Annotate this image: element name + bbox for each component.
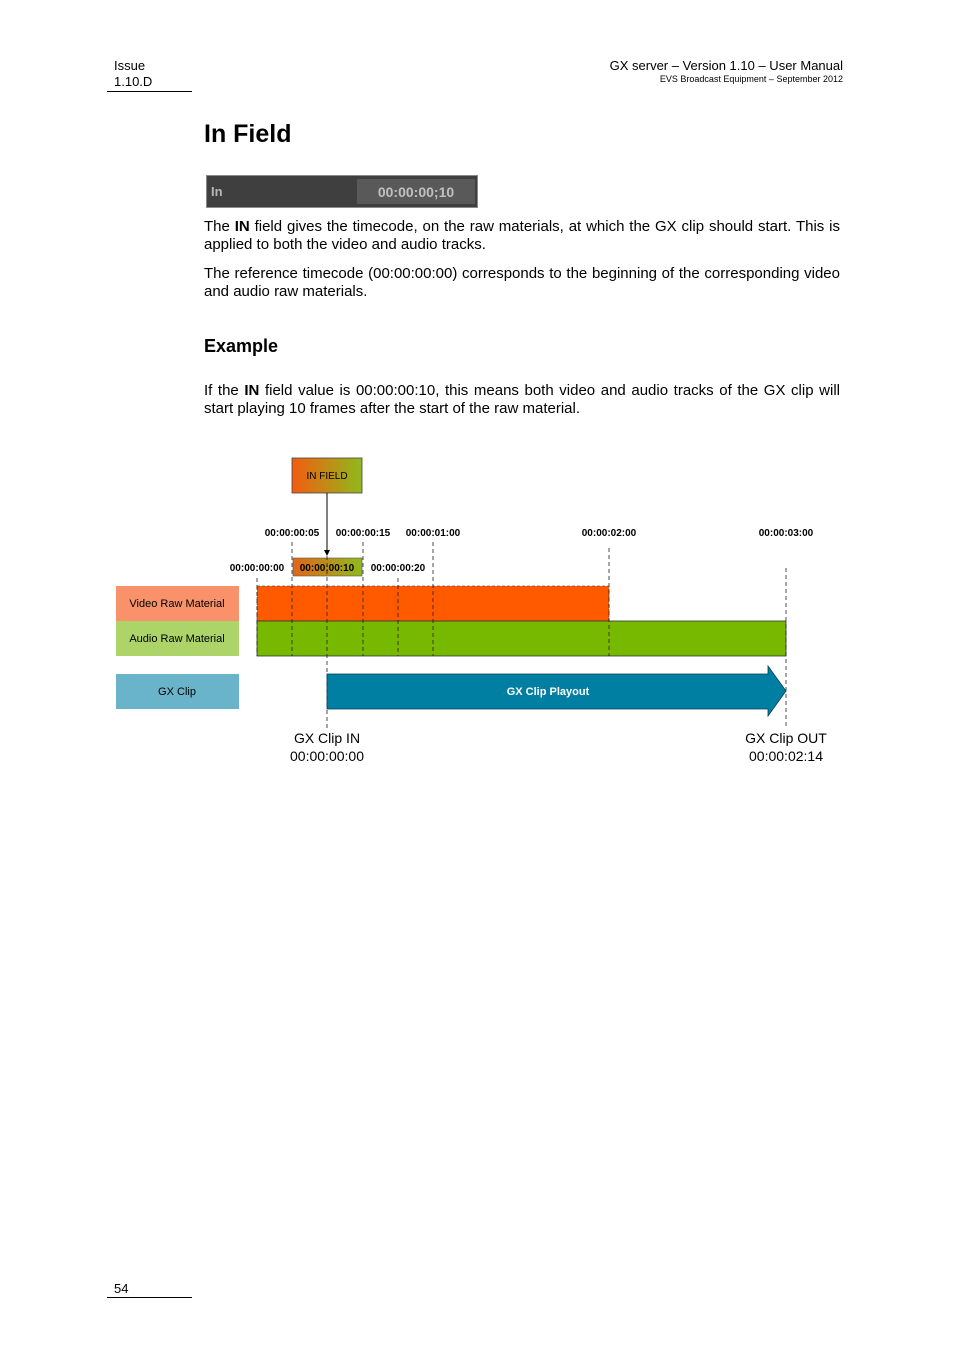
page-number: 54 xyxy=(114,1281,129,1296)
gx-clip-out-label: GX Clip OUT xyxy=(745,730,827,746)
in-field-input[interactable]: 00:00:00;10 xyxy=(357,179,475,204)
doc-title: GX server – Version 1.10 – User Manual xyxy=(609,58,843,73)
audio-track-label: Audio Raw Material xyxy=(129,633,225,645)
gx-clip-playout-label: GX Clip Playout xyxy=(506,686,590,698)
text-fragment: field value is 00:00:00:10, this means both video and audio tracks of the GX clip will start playing 10 frames after the start of the raw material. xyxy=(204,382,840,417)
paragraph-reference-timecode: The reference timecode (00:00:00:00) corresponds to the beginning of the corresponding video and audio raw materials. xyxy=(204,265,840,300)
timecode-label: 00:00:00:15 xyxy=(335,528,391,539)
bold-term: IN xyxy=(234,218,250,235)
audio-raw-material-bar xyxy=(257,621,786,656)
timecode-label: 00:00:00:20 xyxy=(370,563,426,574)
section-title: In Field xyxy=(204,120,292,148)
example-title: Example xyxy=(204,336,279,356)
in-field-box-label: IN FIELD xyxy=(306,471,348,482)
text-fragment: The xyxy=(204,218,235,235)
gxclip-track-label: GX Clip xyxy=(158,686,196,698)
doc-subtitle: EVS Broadcast Equipment – September 2012 xyxy=(659,74,843,84)
in-field-label: In xyxy=(211,184,223,199)
footer-rule xyxy=(107,1297,192,1298)
text-fragment: field gives the timecode, on the raw materials, at which the GX clip should start. This is applied to both the video and audio tracks. xyxy=(204,218,840,253)
gx-clip-in-label: GX Clip IN xyxy=(293,730,361,746)
timecode-label: 00:00:01:00 xyxy=(405,528,461,539)
text-fragment: If the xyxy=(204,382,245,399)
in-field-arrow-head xyxy=(324,550,330,556)
bold-term: IN xyxy=(244,382,260,399)
issue-number: 1.10.D xyxy=(114,74,153,89)
timecode-label: 00:00:00:00 xyxy=(229,563,285,574)
gx-clip-out-value: 00:00:02:14 xyxy=(749,748,823,764)
video-track-label: Video Raw Material xyxy=(129,598,225,610)
gx-clip-in-value: 00:00:00:00 xyxy=(290,748,364,764)
timecode-label: 00:00:00:05 xyxy=(264,528,320,539)
timecode-label: 00:00:03:00 xyxy=(758,528,814,539)
timecode-label: 00:00:00:10 xyxy=(299,563,355,574)
timecode-label: 00:00:02:00 xyxy=(581,528,637,539)
issue-label: Issue xyxy=(114,58,146,73)
